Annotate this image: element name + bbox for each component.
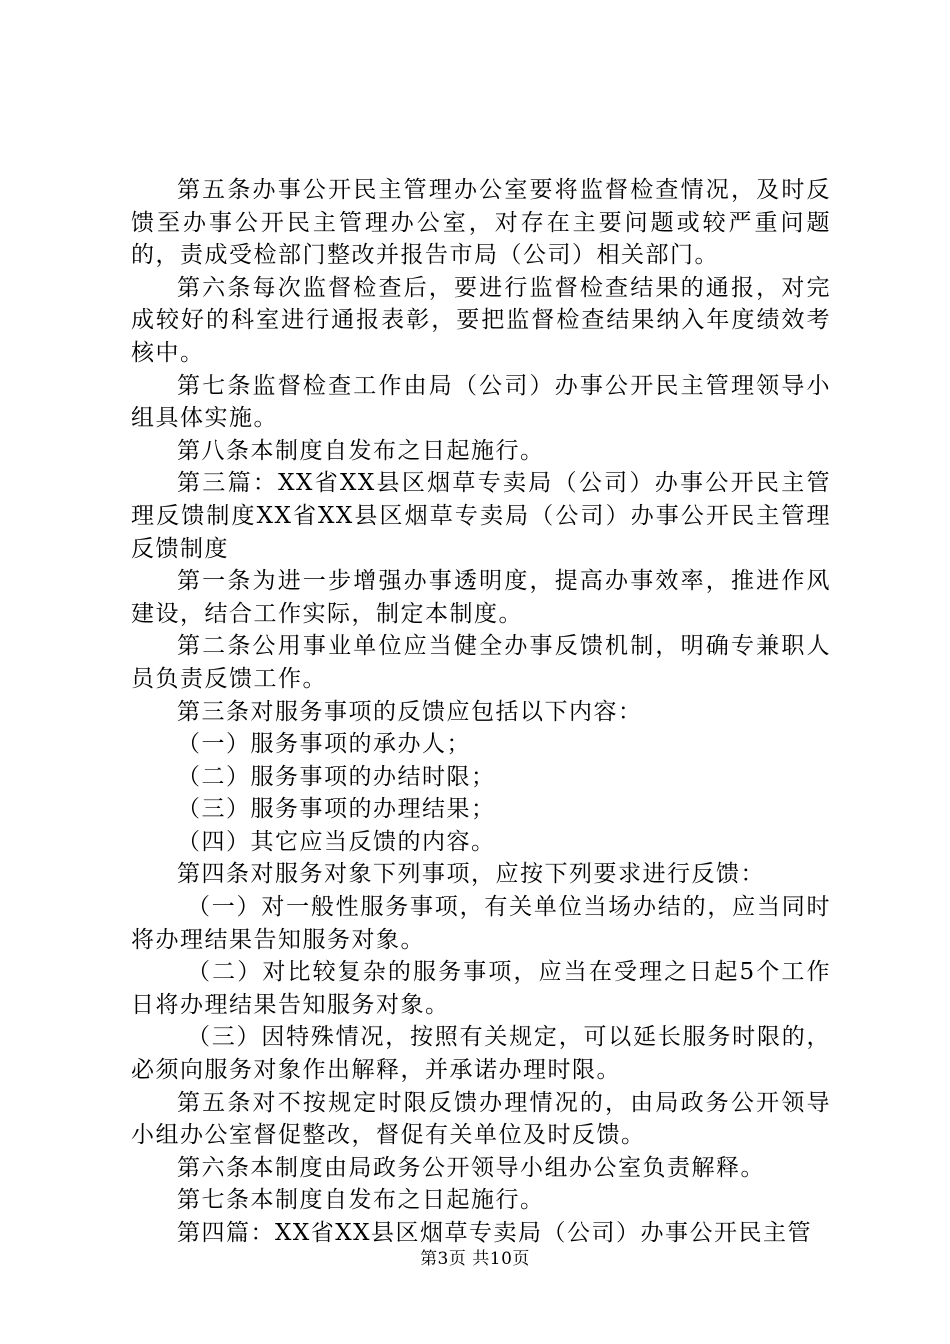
paragraph-article-1-purpose: 第一条为进一步增强办事透明度，提高办事效率，推进作风建设，结合工作实际，制定本制度。 bbox=[131, 568, 831, 627]
list-item-special-circumstances: （三）因特殊情况，按照有关规定，可以延长服务时限的，必须向服务对象作出解释，并承诺办理时限。 bbox=[131, 1024, 831, 1084]
paragraph-article-5-inspection: 第五条办事公开民主管理办公室要将监督检查情况，及时反馈至办事公开民主管理办公室，对存在主要问题或较严重问题的，责成受检部门整改并报告市局（公司）相关部门。 bbox=[131, 177, 831, 269]
paragraph-article-2-mechanism: 第二条公用事业单位应当健全办事反馈机制，明确专兼职人员负责反馈工作。 bbox=[131, 633, 831, 692]
paragraph-article-5-supervision: 第五条对不按规定时限反馈办理情况的，由局政务公开领导小组办公室督促整改，督促有关单位及时反馈。 bbox=[131, 1089, 831, 1149]
paragraph-article-6-interpretation: 第六条本制度由局政务公开领导小组办公室负责解释。 bbox=[177, 1154, 765, 1181]
list-item-general-matters: （一）对一般性服务事项，有关单位当场办结的，应当同时将办理结果告知服务对象。 bbox=[131, 894, 831, 953]
section-heading-part-3: 第三篇：XX省XX县区烟草专卖局（公司）办事公开民主管理反馈制度XX省XX县区烟草专卖局（公司）办事公开民主管理反馈制度 bbox=[131, 470, 831, 562]
list-item-1-handler: （一）服务事项的承办人； bbox=[177, 731, 471, 758]
paragraph-article-4-requirements: 第四条对服务对象下列事项，应按下列要求进行反馈： bbox=[177, 861, 765, 888]
list-item-4-other: （四）其它应当反馈的内容。 bbox=[177, 828, 496, 855]
document-body bbox=[131, 174, 831, 1250]
section-heading-part-4: 第四篇：XX省XX县区烟草专卖局（公司）办事公开民主管 bbox=[177, 1220, 812, 1246]
list-item-3-result: （三）服务事项的办理结果； bbox=[177, 796, 496, 823]
list-item-2-deadline: （二）服务事项的办结时限； bbox=[177, 763, 496, 790]
paragraph-article-3-contents: 第三条对服务事项的反馈应包括以下内容： bbox=[177, 698, 643, 725]
list-item-complex-matters: （二）对比较复杂的服务事项，应当在受理之日起5个工作日将办理结果告知服务对象。 bbox=[131, 959, 831, 1018]
paragraph-article-6-notification: 第六条每次监督检查后，要进行监督检查结果的通报，对完成较好的科室进行通报表彰，要把监督检查结果纳入年度绩效考核中。 bbox=[131, 274, 831, 366]
paragraph-article-8-effective: 第八条本制度自发布之日起施行。 bbox=[177, 437, 545, 464]
page-number: 第3页 共10页 bbox=[420, 1249, 530, 1269]
paragraph-article-7-implementation: 第七条监督检查工作由局（公司）办事公开民主管理领导小组具体实施。 bbox=[131, 372, 831, 432]
paragraph-article-7-effective: 第七条本制度自发布之日起施行。 bbox=[177, 1187, 545, 1214]
